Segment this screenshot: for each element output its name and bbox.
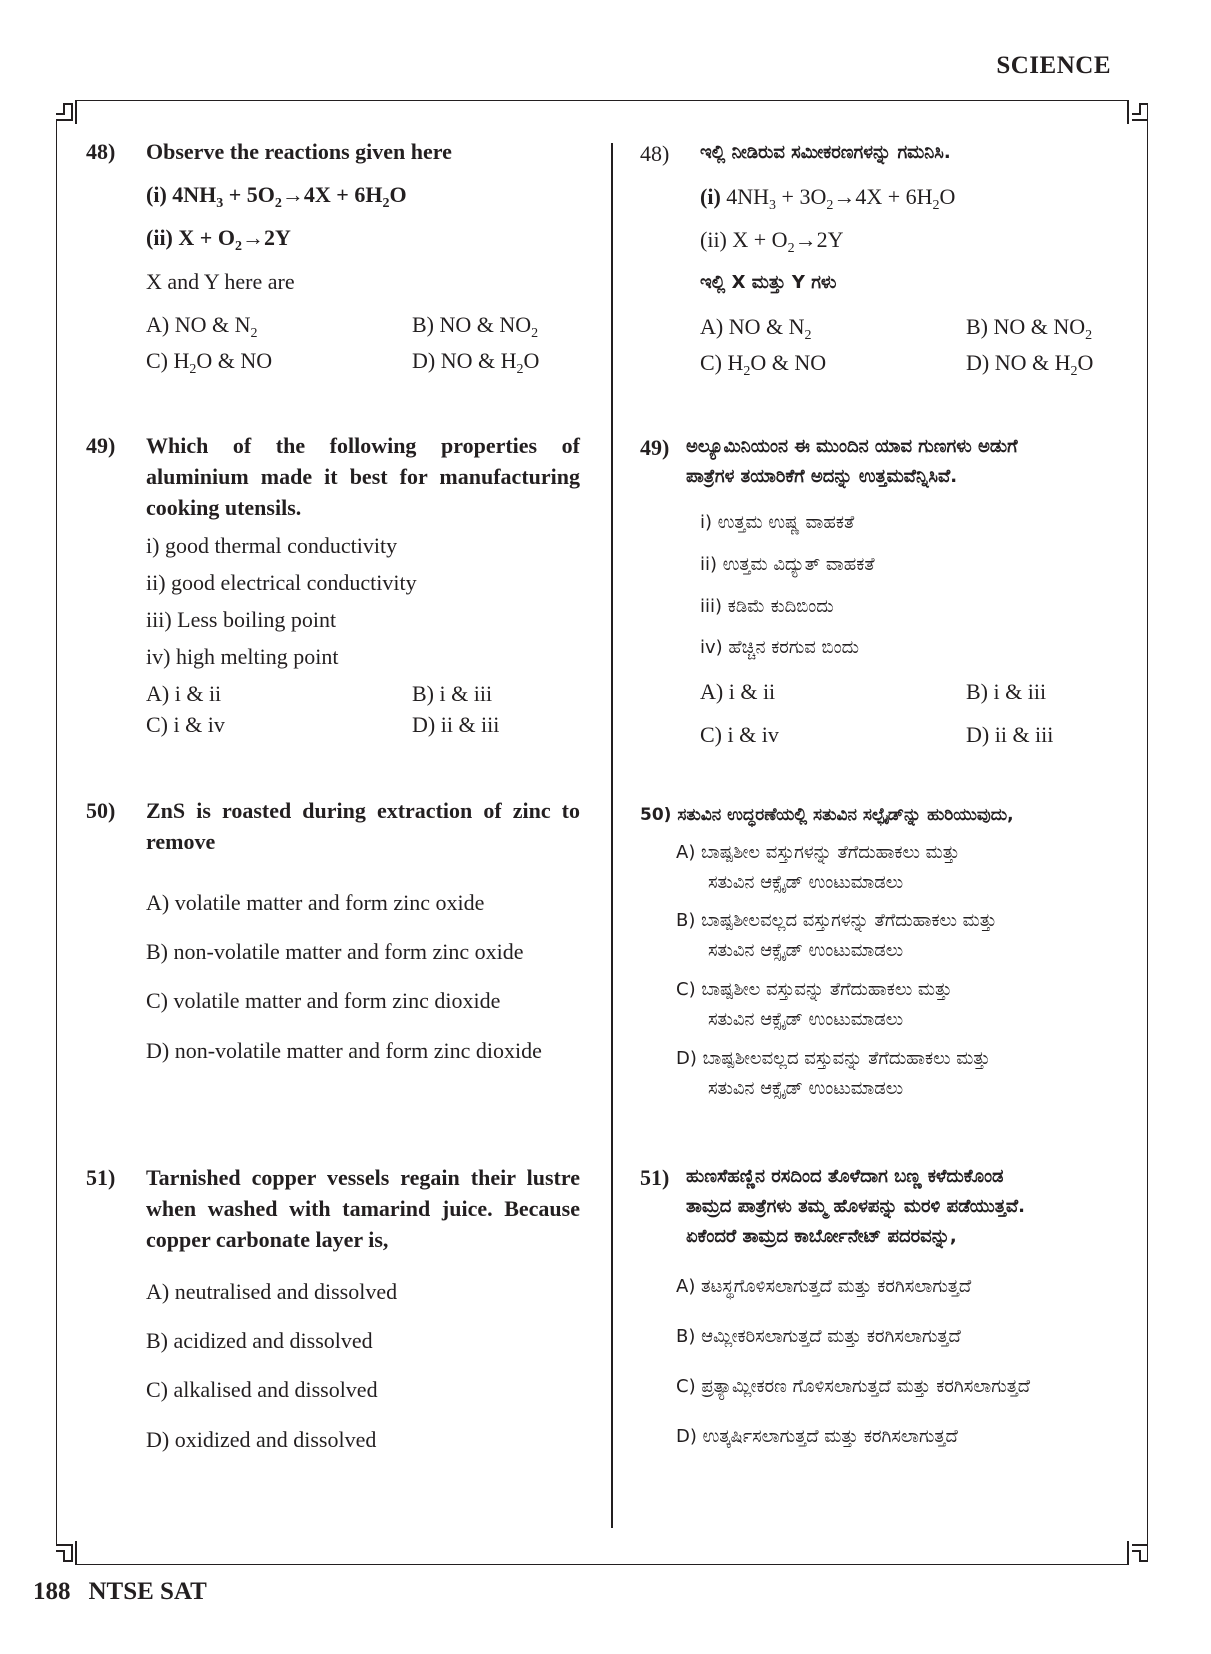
question-number: 51) [86,1165,116,1190]
question-number: 48) [640,141,670,166]
option-b: B) NO & $NO_2$ [966,314,1093,343]
question-number: 51) [640,1165,670,1190]
option-b: B) ಬಾಷ್ಪಶೀಲವಲ್ಲದ ವಸ್ತುಗಳನ್ನು ತೆಗೆದುಹಾಕಲು ಮತ್ತು [676,910,997,931]
question-stem-line: ಹುಣಸೆಹಣ್ಣಿನ ರಸದಿಂದ ತೊಳೆದಾಗ ಬಣ್ಣ ಕಳೆದುಕೊಂಡ [686,1166,1004,1187]
option-b: B) non-volatile matter and form zinc oxide [146,939,524,964]
question-ask: X and Y here are [146,269,295,294]
reaction-2: (ii) $X + O_2\to 2Y$ [700,227,844,256]
reaction-1: (i) $4NH_3 + 5O_2\to 4X + 6H_2O$ [146,182,407,211]
option-d: D) ಬಾಷ್ಪಶೀಲವಲ್ಲದ ವಸ್ತುವನ್ನು ತೆಗೆದುಹಾಕಲು ಮತ್ತು [676,1048,991,1069]
option-a: A) i & ii [146,681,222,706]
list-item: i) good thermal conductivity [146,533,398,558]
question-ask: ಇಲ್ಲಿ X ಮತ್ತು Y ಗಳು [700,272,837,293]
question-stem: Observe the reactions given here [146,139,452,164]
option-c: C) ಪ್ರತ್ಯಾಮ್ಲೀಕರಣ ಗೊಳಿಸಲಾಗುತ್ತದೆ ಮತ್ತು ಕರಗಿಸಲಾಗುತ್ತದೆ [676,1376,1031,1397]
question-50-kn [640,800,1140,1100]
question-51-kn [640,1162,1140,1462]
list-item: i) ಉತ್ತಮ ಉಷ್ಣ ವಾಹಕತೆ [700,512,855,533]
option-d: D) ii & iii [966,722,1054,747]
option-c: C) alkalised and dissolved [146,1377,378,1402]
option-d: D) oxidized and dissolved [146,1427,377,1452]
question-49-en [86,430,580,750]
option-b: B) i & iii [412,681,493,706]
question-stem-line: ತಾಮ್ರದ ಪಾತ್ರೆಗಳು ತಮ್ಮ ಹೊಳಪನ್ನು ಮರಳಿ ಪಡೆಯುತ್ತವೆ. [686,1196,1025,1217]
option-d: D) ಉತ್ಕರ್ಷಿಸಲಾಗುತ್ತದೆ ಮತ್ತು ಕರಗಿಸಲಾಗುತ್ತದೆ [676,1426,958,1447]
option-c: C) volatile matter and form zinc dioxide [146,988,501,1013]
question-48-kn [640,138,1140,378]
option-b: B) NO & $NO_2$ [412,312,539,341]
question-stem-line: ಏಕೆಂದರೆ ತಾಮ್ರದ ಕಾರ್ಬೋನೇಟ್ ಪದರವನ್ನು, [686,1226,957,1247]
option-b: B) ಆಮ್ಲೀಕರಿಸಲಾಗುತ್ತದೆ ಮತ್ತು ಕರಗಿಸಲಾಗುತ್ತದೆ [676,1326,961,1347]
page-header-subject: SCIENCE [996,52,1111,79]
reaction-2: (ii) $X + O_2\to 2Y$ [146,225,291,254]
option-c-cont: ಸತುವಿನ ಆಕ್ಸೈಡ್ ಉಂಟುಮಾಡಲು [708,1009,904,1030]
page-footer [33,1578,225,1606]
option-a: A) ತಟಸ್ಥಗೊಳಿಸಲಾಗುತ್ತದೆ ಮತ್ತು ಕರಗಿಸಲಾಗುತ್ತದೆ [676,1276,972,1297]
reaction-label: (ii) [700,227,727,252]
option-a: A) NO & $N_2$ [700,314,812,343]
option-a: A) ಬಾಷ್ಪಶೀಲ ವಸ್ತುಗಳನ್ನು ತೆಗೆದುಹಾಕಲು ಮತ್ತು [676,842,960,863]
option-b-cont: ಸತುವಿನ ಆಕ್ಸೈಡ್ ಉಂಟುಮಾಡಲು [708,940,904,961]
option-d: D) non-volatile matter and form zinc dioxide [146,1038,542,1063]
option-c: C) i & iv [146,712,225,737]
question-number: 50) [86,798,116,823]
question-number: 49) [86,433,116,458]
list-item: iv) ಹೆಚ್ಚಿನ ಕರಗುವ ಬಿಂದು [700,637,859,658]
question-49-kn [640,432,1140,752]
question-number: 48) [86,139,116,164]
list-item: iii) ಕಡಿಮೆ ಕುದಿಬಿಂದು [700,596,834,617]
list-item: ii) good electrical conductivity [146,570,417,595]
question-stem: ZnS is roasted during extraction of zinc to remove [146,798,580,854]
question-stem: Tarnished copper vessels regain their lustre when washed with tamarind juice. Because copper carbonate layer is, [146,1165,580,1252]
exam-name: NTSE SAT [88,1578,207,1605]
option-a: A) neutralised and dissolved [146,1279,398,1304]
question-51-en [86,1162,580,1462]
option-d-cont: ಸತುವಿನ ಆಕ್ಸೈಡ್ ಉಂಟುಮಾಡಲು [708,1078,904,1099]
reaction-label: (i) [146,182,167,207]
option-b: B) acidized and dissolved [146,1328,373,1353]
option-c: C) i & iv [700,722,779,747]
reaction-label: (i) [700,184,721,209]
question-number: 50) [640,805,672,825]
option-a: A) NO & $N_2$ [146,312,258,341]
option-c: C) $H_2O$ & NO [700,350,827,379]
question-stem: ಇಲ್ಲಿ ನೀಡಿರುವ ಸಮೀಕರಣಗಳನ್ನು ಗಮನಿಸಿ. [700,142,951,163]
option-a-cont: ಸತುವಿನ ಆಕ್ಸೈಡ್ ಉಂಟುಮಾಡಲು [708,872,904,893]
question-stem: Which of the following properties of aluminium made it best for manufacturing cooking utensils. [146,433,580,520]
page-number: 188 [33,1578,71,1605]
list-item: iii) Less boiling point [146,607,337,632]
option-d: D) NO & $H_2O$ [412,348,540,377]
column-divider [611,143,613,1528]
question-48-en [86,136,580,376]
question-50-en [86,795,580,1075]
option-c: C) $H_2O$ & NO [146,348,273,377]
list-item: ii) ಉತ್ತಮ ವಿದ್ಯುತ್ ವಾಹಕತೆ [700,554,875,575]
option-a: A) i & ii [700,679,776,704]
option-c: C) ಬಾಷ್ಪಶೀಲ ವಸ್ತುವನ್ನು ತೆಗೆದುಹಾಕಲು ಮತ್ತು [676,979,952,1000]
reaction-1: (i) $4NH_3 + 3O_2\to 4X + 6H_2O$ [700,184,956,213]
option-d: D) ii & iii [412,712,500,737]
question-stem-line: ಅಲ್ಯೂಮಿನಿಯಂನ ಈ ಮುಂದಿನ ಯಾವ ಗುಣಗಳು ಅಡುಗೆ [686,436,1018,457]
option-b: B) i & iii [966,679,1047,704]
option-d: D) NO & $H_2O$ [966,350,1094,379]
option-a: A) volatile matter and form zinc oxide [146,890,485,915]
list-item: iv) high melting point [146,644,339,669]
question-stem-line: ಪಾತ್ರೆಗಳ ತಯಾರಿಕೆಗೆ ಅದನ್ನು ಉತ್ತಮವೆನ್ನಿಸಿವೆ. [686,466,958,487]
question-stem: 50) ಸತುವಿನ ಉದ್ಧರಣೆಯಲ್ಲಿ ಸತುವಿನ ಸಲ್ಫೈಡ್‌ನ್ನು ಹುರಿಯುವುದು, [640,805,1014,825]
question-number: 49) [640,435,670,460]
reaction-label: (ii) [146,225,173,250]
